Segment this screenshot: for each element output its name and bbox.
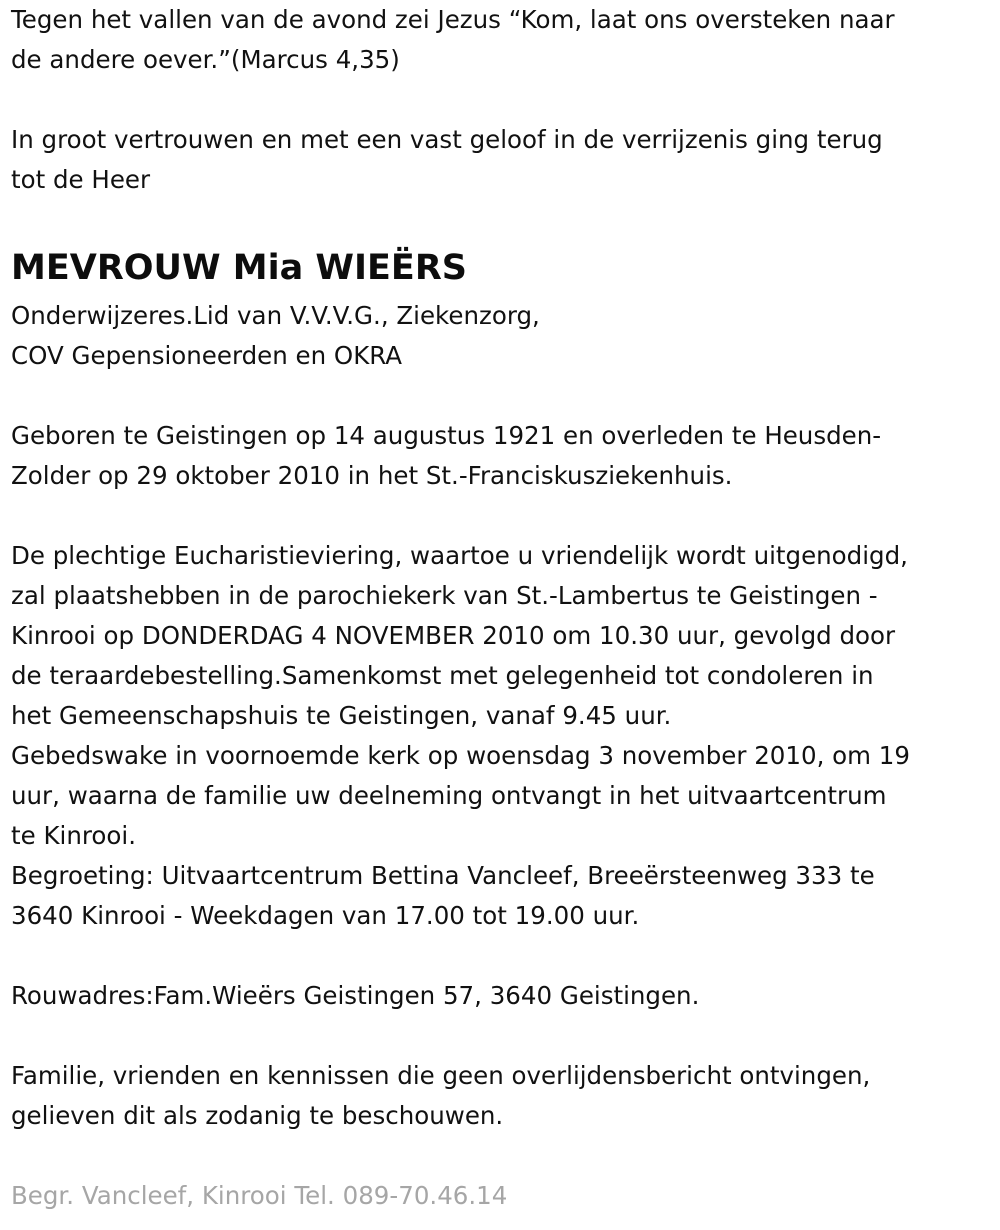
paragraph-spacer — [11, 200, 991, 240]
text-line: zal plaatshebben in de parochiekerk van St.-Lambertus te Geistingen - — [11, 581, 878, 610]
text-line: Gebedswake in voornoemde kerk op woensdag 3 november 2010, om 19 — [11, 741, 910, 770]
obituary-notice — [11, 0, 991, 1216]
text-line: Tegen het vallen van de avond zei Jezus “Kom, laat ons oversteken naar — [11, 5, 895, 34]
paragraph-spacer — [11, 376, 991, 416]
text-line: het Gemeenschapshuis te Geistingen, vanaf 9.45 uur. — [11, 701, 672, 730]
text-line: Kinrooi op DONDERDAG 4 NOVEMBER 2010 om 10.30 uur, gevolgd door — [11, 621, 896, 650]
text-line: uur, waarna de familie uw deelneming ontvangt in het uitvaartcentrum — [11, 781, 887, 810]
funeral-home-footer: Begr. Vancleef, Kinrooi Tel. 089-70.46.14 — [11, 1181, 508, 1210]
text-line: te Kinrooi. — [11, 821, 136, 850]
deceased-name: MEVROUW Mia WIEËRS — [11, 248, 467, 288]
text-line: COV Gepensioneerden en OKRA — [11, 341, 403, 370]
ceremony-details — [11, 536, 991, 936]
text-line: de andere oever.”(Marcus 4,35) — [11, 45, 400, 74]
opening-quote — [11, 0, 991, 80]
text-line: De plechtige Eucharistieviering, waartoe u vriendelijk wordt uitgenodigd, — [11, 541, 908, 570]
text-line: 3640 Kinrooi - Weekdagen van 17.00 tot 19.00 uur. — [11, 901, 640, 930]
text-line: Familie, vrienden en kennissen die geen overlijdensbericht ontvingen, — [11, 1061, 871, 1090]
notice-paragraph — [11, 1056, 991, 1136]
text-line: In groot vertrouwen en met een vast geloof in de verrijzenis ging terug — [11, 125, 883, 154]
paragraph-spacer — [11, 1136, 991, 1176]
paragraph-spacer — [11, 1016, 991, 1056]
text-line: Geboren te Geistingen op 14 augustus 1921 en overleden te Heusden- — [11, 421, 882, 450]
text-line: tot de Heer — [11, 165, 151, 194]
text-line: de teraardebestelling.Samenkomst met gelegenheid tot condoleren in — [11, 661, 874, 690]
paragraph-spacer — [11, 936, 991, 976]
birth-death-info — [11, 416, 991, 496]
text-line: Onderwijzeres.Lid van V.V.V.G., Ziekenzorg, — [11, 301, 540, 330]
faith-statement — [11, 120, 991, 200]
paragraph-spacer — [11, 80, 991, 120]
paragraph-spacer — [11, 496, 991, 536]
text-line: gelieven dit als zodanig te beschouwen. — [11, 1101, 504, 1130]
mourning-address — [11, 976, 991, 1016]
text-line: Zolder op 29 oktober 2010 in het St.-Franciskusziekenhuis. — [11, 461, 733, 490]
deceased-description — [11, 296, 991, 376]
text-line: Rouwadres:Fam.Wieërs Geistingen 57, 3640 Geistingen. — [11, 981, 700, 1010]
text-line: Begroeting: Uitvaartcentrum Bettina Vancleef, Breeërsteenweg 333 te — [11, 861, 875, 890]
